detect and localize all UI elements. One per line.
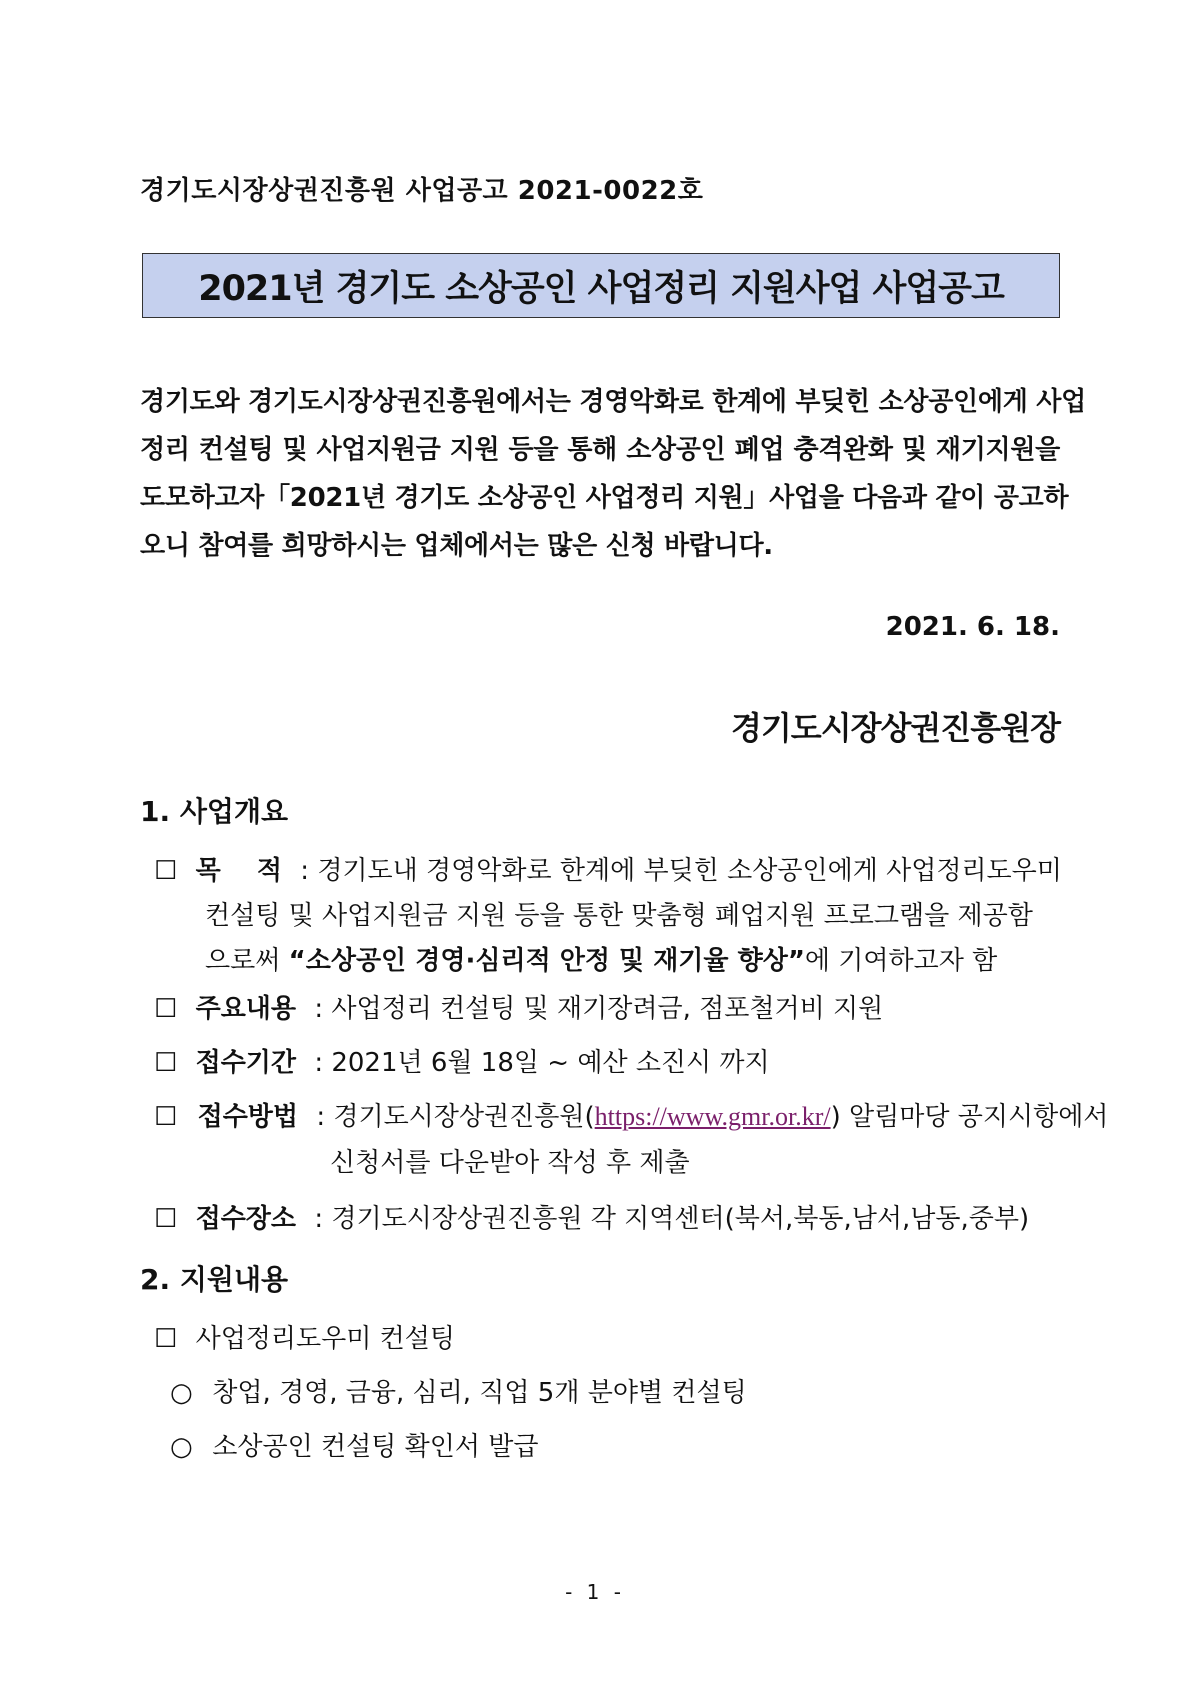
place-item (154, 1198, 1029, 1235)
website-link[interactable]: https://www.gmr.or.kr/ (594, 1102, 831, 1131)
checkbox-icon: ☐ (154, 1102, 178, 1132)
period-item (154, 1042, 770, 1079)
place-label: 접수장소 (195, 1204, 297, 1234)
circle-bullet-icon: ○ (170, 1378, 193, 1408)
notice-date: 2021. 6. 18. (885, 612, 1060, 642)
issuer-name: 경기도시장상권진흥원장 (730, 709, 1060, 747)
list-item (170, 1372, 747, 1409)
list-item (170, 1426, 538, 1463)
page-number: - 1 - (565, 1580, 625, 1604)
method-text-cont: 신청서를 다운받아 작성 후 제출 (330, 1148, 690, 1178)
section-2-heading: 2. 지원내용 (140, 1263, 289, 1296)
purpose-text: : 경기도내 경영악화로 한계에 부딪힌 소상공인에게 사업정리도우미 (300, 856, 1062, 886)
section-1-heading: 1. 사업개요 (140, 795, 289, 828)
checkbox-icon: ☐ (154, 1048, 178, 1078)
method-label: 접수방법 (197, 1102, 299, 1132)
intro-line: 오니 참여를 희망하시는 업체에서는 많은 신청 바랍니다. (140, 531, 773, 561)
bullet-text: 창업, 경영, 금융, 심리, 직업 5개 분야별 컨설팅 (212, 1378, 747, 1408)
intro-line: 도모하고자「2021년 경기도 소상공인 사업정리 지원」사업을 다음과 같이 공고하 (140, 483, 1069, 513)
purpose-item (154, 850, 1062, 887)
intro-line: 경기도와 경기도시장상권진흥원에서는 경영악화로 한계에 부딪힌 소상공인에게 사업 (140, 387, 1086, 417)
purpose-emphasis: “소상공인 경영·심리적 안정 및 재기율 향상” (288, 946, 805, 976)
checkbox-icon: ☐ (154, 1204, 178, 1234)
support-item (154, 1318, 455, 1355)
purpose-text-cont (205, 940, 997, 977)
support-item-title: 사업정리도우미 컨설팅 (195, 1324, 456, 1354)
main-content-item (154, 988, 883, 1025)
intro-line: 정리 컨설팅 및 사업지원금 지원 등을 통해 소상공인 폐업 충격완화 및 재기지원을 (140, 435, 1060, 465)
checkbox-icon: ☐ (154, 1324, 178, 1354)
main-content-label: 주요내용 (195, 994, 297, 1024)
purpose-label: 목 적 (195, 856, 283, 886)
method-text (316, 1102, 1108, 1132)
place-text: : 경기도시장상권진흥원 각 지역센터(북서,북동,남서,남동,중부) (314, 1204, 1030, 1234)
period-text: : 2021년 6월 18일 ~ 예산 소진시 까지 (314, 1048, 770, 1078)
purpose-text-cont: 컨설팅 및 사업지원금 지원 등을 통한 맞춤형 폐업지원 프로그램을 제공함 (205, 901, 1033, 931)
document-title: 2021년 경기도 소상공인 사업정리 지원사업 사업공고 (198, 268, 1004, 309)
circle-bullet-icon: ○ (170, 1432, 193, 1462)
bullet-text: 소상공인 컨설팅 확인서 발급 (212, 1432, 539, 1462)
checkbox-icon: ☐ (154, 994, 178, 1024)
period-label: 접수기간 (195, 1048, 297, 1078)
method-text-prefix: : 경기도시장상권진흥원( (316, 1102, 595, 1132)
notice-number: 경기도시장상권진흥원 사업공고 2021-0022호 (140, 176, 704, 206)
title-box (142, 253, 1060, 318)
intro-paragraph (140, 378, 1086, 570)
purpose-text-suffix: 에 기여하고자 함 (804, 946, 998, 976)
method-item (154, 1096, 1108, 1133)
purpose-text-prefix: 으로써 (205, 946, 289, 976)
method-text-suffix: ) 알림마당 공지시항에서 (830, 1102, 1109, 1132)
main-content-text: : 사업정리 컨설팅 및 재기장려금, 점포철거비 지원 (314, 994, 884, 1024)
checkbox-icon: ☐ (154, 856, 178, 886)
